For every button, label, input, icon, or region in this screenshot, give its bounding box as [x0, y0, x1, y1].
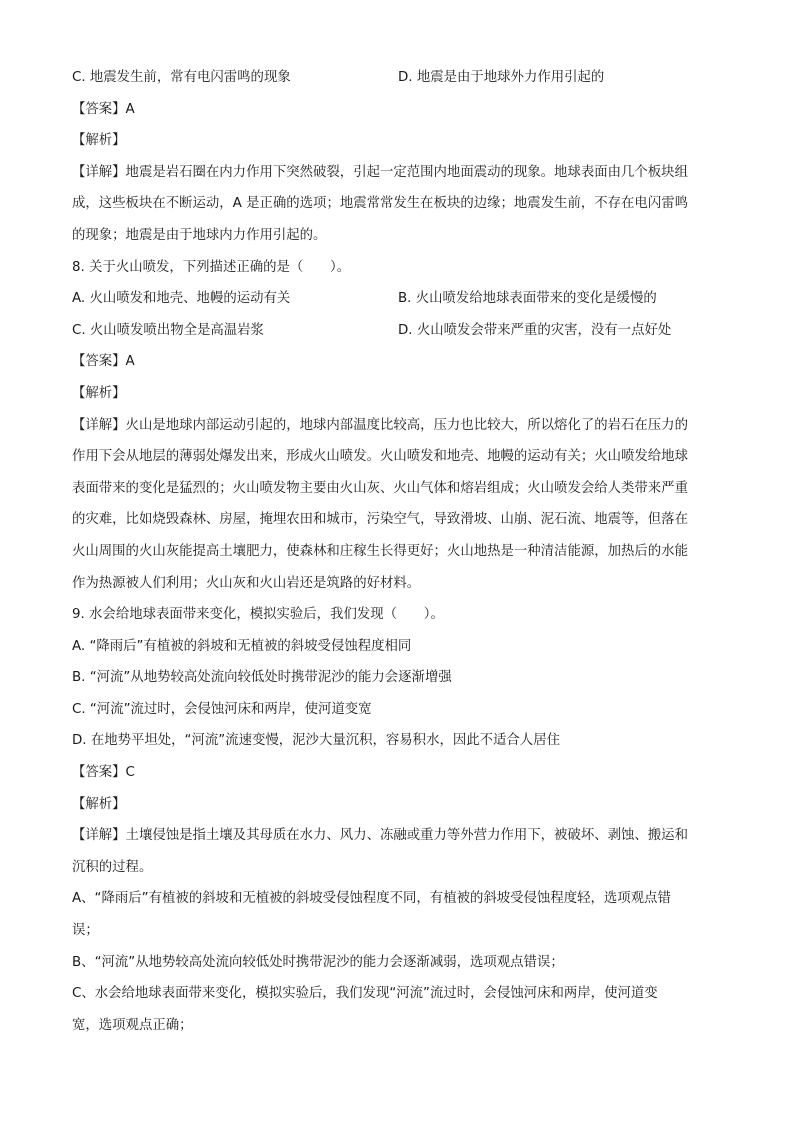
- q8-options-cd: [72, 315, 724, 347]
- q8-answer: 【答案】A: [72, 354, 135, 370]
- q9-answer: 【答案】C: [72, 765, 135, 781]
- q9-detail-line: 宽，选项观点正确；: [72, 1017, 193, 1033]
- q7-analysis-label: 【解析】: [72, 133, 126, 149]
- document-page: [72, 62, 724, 1041]
- q9-detail-line: A、“降雨后”有植被的斜坡和无植被的斜坡受侵蚀程度不同，有植被的斜坡受侵蚀程度轻，选项观点错: [72, 891, 671, 907]
- q8-analysis-label: 【解析】: [72, 385, 126, 401]
- q7-detail-line: 的现象；地震是由于地球内力作用引起的。: [72, 227, 327, 243]
- q9-option-a: A. “降雨后”有植被的斜坡和无植被的斜坡受侵蚀程度相同: [72, 638, 412, 654]
- q8-detail-line: 作用下会从地层的薄弱处爆发出来，形成火山喷发。火山喷发和地壳、地幔的运动有关；火山喷发给地球: [72, 449, 688, 465]
- q8-option-c: C. 火山喷发喷出物全是高温岩浆: [72, 322, 264, 338]
- q7-detail-line: 成，这些板块在不断运动，A 是正确的选项；地震常常发生在板块的边缘；地震发生前，不存在电闪雷鸣: [72, 196, 688, 212]
- q9-detail-line: 误；: [72, 923, 99, 939]
- q8-option-b: B. 火山喷发给地球表面带来的变化是缓慢的: [398, 291, 657, 307]
- q9-stem: 9. 水会给地球表面带来变化，模拟实验后，我们发现（ ）。: [72, 607, 444, 623]
- q9-detail-line: B、“河流”从地势较高处流向较低处时携带泥沙的能力会逐渐减弱，选项观点错误；: [72, 954, 564, 970]
- q9-detail-line: 沉积的过程。: [72, 859, 153, 875]
- q8-detail-line: 表面带来的变化是猛烈的；火山喷发物主要由火山灰、火山气体和熔岩组成；火山喷发会给人类带来严重: [72, 480, 688, 496]
- q8-stem: 8. 关于火山喷发，下列描述正确的是（ ）。: [72, 259, 351, 275]
- q7-option-c: C. 地震发生前，常有电闪雷鸣的现象: [72, 70, 291, 85]
- q8-detail-line: 火山周围的火山灰能提高土壤肥力，使森林和庄稼生长得更好；火山地热是一种清洁能源，加热后的水能: [72, 543, 688, 559]
- q8-option-d: D. 火山喷发会带来严重的灾害，没有一点好处: [398, 322, 672, 338]
- q7-detail-line: 【详解】地震是岩石圈在内力作用下突然破裂，引起一定范围内地面震动的现象。地球表面由几个板块组: [72, 164, 688, 180]
- q8-detail-line: 作为热源被人们利用；火山灰和火山岩还是筑路的好材料。: [72, 575, 421, 591]
- q9-option-b: B. “河流”从地势较高处流向较低处时携带泥沙的能力会逐渐增强: [72, 670, 452, 686]
- q8-option-a: A. 火山喷发和地壳、地幔的运动有关: [72, 291, 291, 307]
- q9-analysis-label: 【解析】: [72, 796, 126, 812]
- q8-options-ab: [72, 283, 724, 315]
- q8-detail-line: 【详解】火山是地球内部运动引起的，地球内部温度比较高，压力也比较大，所以熔化了的岩石在压力的: [72, 417, 688, 433]
- q8-detail-line: 的灾难，比如烧毁森林、房屋，掩埋农田和城市，污染空气，导致滑坡、山崩、泥石流、地震等，但落在: [72, 512, 688, 528]
- q7-option-d: D. 地震是由于地球外力作用引起的: [398, 70, 605, 85]
- q7-answer: 【答案】A: [72, 101, 135, 117]
- q7-options-cd: [72, 62, 724, 94]
- q9-option-d: D. 在地势平坦处，“河流”流速变慢，泥沙大量沉积，容易积水，因此不适合人居住: [72, 733, 560, 749]
- q9-detail-line: C、水会给地球表面带来变化，模拟实验后，我们发现“河流”流过时，会侵蚀河床和两岸，使河道变: [72, 986, 658, 1002]
- q9-detail-line: 【详解】土壤侵蚀是指土壤及其母质在水力、风力、冻融或重力等外营力作用下，被破坏、剥蚀、搬运和: [72, 828, 688, 844]
- q9-option-c: C. “河流”流过时，会侵蚀河床和两岸，使河道变宽: [72, 701, 372, 717]
